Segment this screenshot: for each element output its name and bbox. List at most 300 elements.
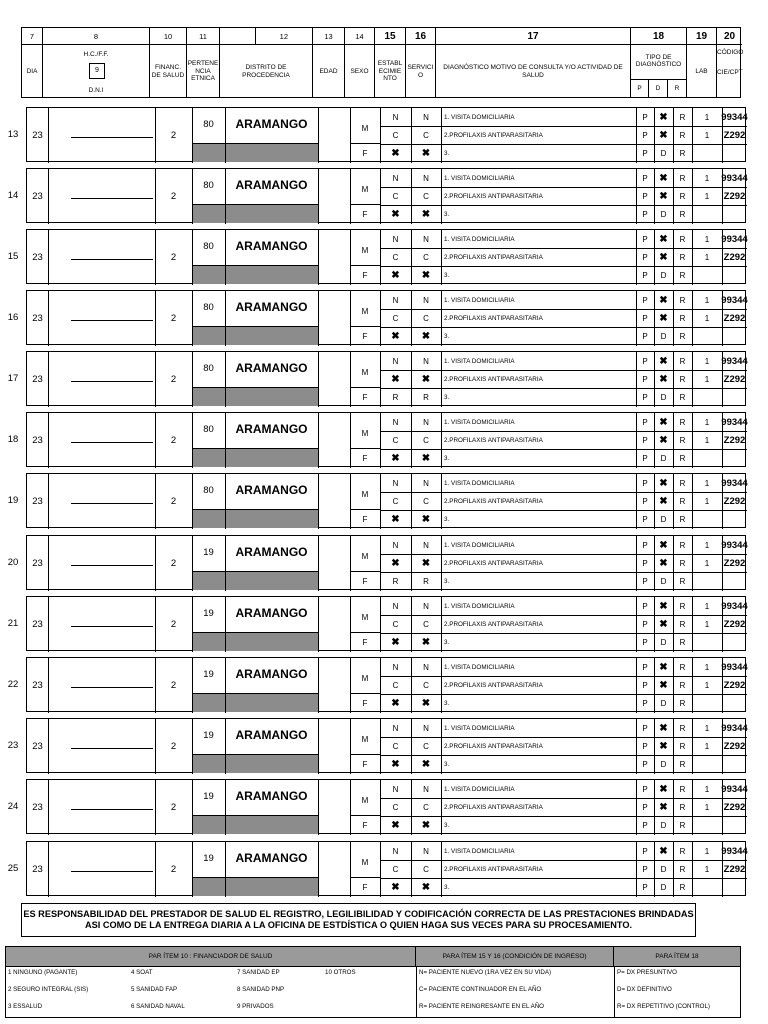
tipo-p-cell: P [642,802,648,812]
record-lab: 1 [704,252,710,262]
checkmark-x-icon: ✖ [391,208,400,220]
tipo-diag-label: TIPO DE DIAGNÓSTICO [635,54,682,69]
record-financiador: 2 [170,802,177,813]
tipo-r-cell: R [679,478,686,488]
record-code: 99344 [721,783,748,795]
record-number: 25 [7,863,19,874]
record-code: Z292 [723,434,746,446]
col-num-18: 18 [631,28,687,45]
record-etnia: 80 [203,240,214,252]
record-diagnostico: 1. VISITA DOMICILIARIA [444,479,515,487]
record-code: 99344 [721,661,748,673]
record-servicio: C [423,619,429,629]
checkmark-x-icon: ✖ [659,434,668,446]
record-code: 99344 [721,722,748,734]
checkmark-x-icon: ✖ [421,636,431,648]
sex-m: M [361,123,369,133]
tipo-p-cell: P [642,514,648,524]
record-diagnostico: 3. [444,577,450,585]
record-dia: 23 [32,496,43,507]
record-row [26,718,746,773]
record-row [26,351,746,406]
sex-m: M [361,489,369,499]
col-num-20: 20 [717,28,742,45]
record-diagnostico: 3. [444,332,450,340]
checkmark-x-icon: ✖ [659,539,668,551]
checkmark-x-icon: ✖ [659,495,668,507]
sex-m: M [361,673,369,683]
sex-m: M [361,734,369,744]
checkmark-x-icon: ✖ [421,208,431,220]
sex-m: M [361,428,369,438]
tipo-p-cell: P [642,356,648,366]
record-distrito: ARAMANGO [235,789,308,803]
record-code: Z292 [723,129,746,141]
note-line-1: ES RESPONSABILIDAD DEL PRESTADOR DE SALUD EL REGISTRO, LEGILIBILIDAD Y CODIFICACIÓN CORRECTA DE LAS PRESTACIONES BRINDADAS [23,908,694,919]
tipo-p-cell: P [642,759,648,769]
record-lab: 1 [704,478,710,488]
record-establecimiento: N [392,478,399,488]
record-financiador: 2 [170,191,177,202]
record-row [26,229,746,284]
checkmark-x-icon: ✖ [659,355,668,367]
tipo-p-cell: P [642,637,648,647]
record-code: 99344 [721,233,748,245]
record-block [5,473,748,528]
tipo-r-cell: R [679,313,686,323]
record-diagnostico: 1. VISITA DOMICILIARIA [444,357,515,365]
legend-fin-3: 3 ESSALUD [8,1003,43,1010]
tipo-r-cell: R [679,698,686,708]
record-establecimiento: N [392,784,399,794]
record-servicio: N [423,295,429,305]
record-establecimiento: N [392,723,399,733]
col-num-14: 14 [345,28,375,45]
record-code: Z292 [723,557,746,569]
record-dia: 23 [32,558,43,569]
sex-m: M [361,551,369,561]
record-servicio: C [423,435,429,445]
col-num-13: 13 [313,28,345,45]
record-diagnostico: 3. [444,515,450,523]
tipo-d-cell: D [660,270,667,280]
tipo-r-cell: R [679,331,686,341]
record-distrito: ARAMANGO [235,300,308,314]
record-number: 18 [7,434,19,445]
record-distrito: ARAMANGO [235,422,308,436]
record-code: Z292 [723,251,746,263]
record-establecimiento: C [392,191,399,201]
record-financiador: 2 [170,558,177,569]
record-number: 17 [7,373,19,384]
checkmark-x-icon: ✖ [659,190,668,202]
tipo-r-cell: R [679,435,686,445]
col-distrito: DISTRITO DE PROCEDENCIA [220,45,313,98]
record-etnia: 19 [203,607,214,619]
record-diagnostico: 1. VISITA DOMICILIARIA [444,785,515,793]
legend-cond-r: R= PACIENTE REINGRESANTE EN EL AÑO [419,1003,544,1010]
record-lab: 1 [704,864,710,874]
legend-fin-6: 6 SANIDAD NAVAL [131,1003,185,1010]
record-diagnostico: 3. [444,760,450,768]
record-financiador: 2 [170,864,177,875]
record-establecimiento: N [392,540,399,550]
record-etnia: 80 [203,423,214,435]
record-etnia: 19 [203,668,214,680]
hc-box: 9 [89,63,105,79]
record-establecimiento: N [392,234,399,244]
sex-m: M [361,367,369,377]
record-code: Z292 [723,312,746,324]
tipo-r-cell: R [679,882,686,892]
record-servicio: C [423,802,429,812]
record-establecimiento: R [392,392,399,402]
tipo-p-cell: P [642,540,648,550]
checkmark-x-icon: ✖ [659,679,668,691]
tipo-r-cell: R [679,356,686,366]
checkmark-x-icon: ✖ [659,129,668,141]
record-lab: 1 [704,435,710,445]
record-financiador: 2 [170,313,177,324]
col-num-19: 19 [687,28,717,45]
legend-fin-10: 10 OTROS [325,969,356,976]
checkmark-x-icon: ✖ [659,477,668,489]
tipo-p-cell: P [642,191,648,201]
record-dia: 23 [32,435,43,446]
tipo-d-cell: D [660,209,667,219]
legend-fin-4: 4 SOAT [131,969,153,976]
cie-label: CIE/CPT [717,69,743,76]
record-etnia: 19 [203,546,214,558]
sex-f: F [362,392,368,402]
record-lab: 1 [704,723,710,733]
record-lab: 1 [704,784,710,794]
legend-fin-2: 2 SEGURO INTEGRAL (SIS) [8,986,89,993]
tipo-r-cell: R [679,759,686,769]
record-number: 13 [7,129,19,140]
record-financiador: 2 [170,374,177,385]
sex-f: F [362,331,368,341]
record-diagnostico: 2.PROFILAXIS ANTIPARASITARIA [444,497,543,505]
tipo-r-cell: R [679,601,686,611]
record-lab: 1 [704,846,710,856]
record-servicio: C [423,252,429,262]
record-etnia: 80 [203,179,214,191]
tipo-p-cell: P [642,295,648,305]
tipo-r-cell: R [679,514,686,524]
record-lab: 1 [704,662,710,672]
record-diagnostico: 3. [444,393,450,401]
record-dia: 23 [32,252,43,263]
tipo-p-cell: P [642,148,648,158]
sex-f: F [362,270,368,280]
record-block [5,535,748,590]
tipo-p-cell: P [642,558,648,568]
sex-m: M [361,245,369,255]
tipo-r-cell: R [679,374,686,384]
record-distrito: ARAMANGO [235,361,308,375]
tipo-r-cell: R [679,784,686,794]
tipo-r-cell: R [679,295,686,305]
checkmark-x-icon: ✖ [659,233,668,245]
record-lab: 1 [704,417,710,427]
record-code: Z292 [723,863,746,875]
tipo-r-cell: R [679,112,686,122]
checkmark-x-icon: ✖ [391,513,400,525]
record-establecimiento: R [392,576,399,586]
col-num-15: 15 [375,28,406,45]
hc-label: H.C./F.F. [83,51,109,58]
tipo-r-cell: R [679,619,686,629]
tipo-r-cell: R [679,496,686,506]
record-number: 22 [7,679,19,690]
tipo-r-cell: R [679,741,686,751]
record-row [26,473,746,528]
record-diagnostico: 3. [444,454,450,462]
tipo-r-cell: R [679,576,686,586]
record-diagnostico: 1. VISITA DOMICILIARIA [444,296,515,304]
tipo-r-cell: R [679,864,686,874]
record-distrito: ARAMANGO [235,606,308,620]
record-diagnostico: 2.PROFILAXIS ANTIPARASITARIA [444,192,543,200]
record-row [26,596,746,651]
record-row [26,535,746,590]
record-etnia: 19 [203,790,214,802]
record-establecimiento: C [392,496,399,506]
record-servicio: N [423,540,429,550]
tipo-p-cell: P [642,680,648,690]
tipo-p-cell: P [642,784,648,794]
col-pertenencia: PERTENE NCIA ETNICA [187,45,220,98]
tipo-r-cell: R [679,417,686,427]
checkmark-x-icon: ✖ [391,881,400,893]
record-diagnostico: 1. VISITA DOMICILIARIA [444,847,515,855]
record-diagnostico: 2.PROFILAXIS ANTIPARASITARIA [444,559,543,567]
col-establecimiento: ESTABL ECIMIE NTO [375,45,406,98]
col-num-11: 11 [187,28,220,45]
tipo-p-cell: P [642,331,648,341]
record-distrito: ARAMANGO [235,545,308,559]
record-establecimiento: N [392,601,399,611]
record-servicio: C [423,496,429,506]
tipo-d-cell: D [660,392,667,402]
record-block [5,657,748,712]
record-lab: 1 [704,173,710,183]
record-lab: 1 [704,496,710,506]
record-lab: 1 [704,295,710,305]
record-lab: 1 [704,802,710,812]
record-diagnostico: 1. VISITA DOMICILIARIA [444,724,515,732]
checkmark-x-icon: ✖ [659,845,668,857]
record-number: 14 [7,190,19,201]
record-establecimiento: N [392,356,399,366]
checkmark-x-icon: ✖ [421,147,431,159]
record-code: Z292 [723,801,746,813]
record-establecimiento: C [392,741,399,751]
record-establecimiento: C [392,252,399,262]
record-dia: 23 [32,864,43,875]
record-row [26,107,746,162]
tipo-r-cell: R [679,540,686,550]
col-num-8: 8 [43,28,150,45]
legend-cond-n: N= PACIENTE NUEVO (1RA VEZ EN SU VIDA) [419,969,552,976]
checkmark-x-icon: ✖ [659,661,668,673]
record-etnia: 80 [203,484,214,496]
tipo-d-cell: D [660,820,667,830]
checkmark-x-icon: ✖ [391,373,400,385]
record-diagnostico: 1. VISITA DOMICILIARIA [444,174,515,182]
tipo-p-cell: P [642,252,648,262]
tipo-r-cell: R [679,662,686,672]
tipo-r-cell: R [679,637,686,647]
record-servicio: C [423,130,429,140]
record-dia: 23 [32,741,43,752]
record-code: 99344 [721,111,748,123]
record-servicio: N [423,723,429,733]
checkmark-x-icon: ✖ [659,416,668,428]
record-servicio: R [423,576,429,586]
tipo-d-cell: D [660,453,667,463]
tipo-d-cell: D [660,148,667,158]
col-num-16: 16 [406,28,436,45]
col-num-17: 17 [436,28,631,45]
record-diagnostico: 1. VISITA DOMICILIARIA [444,418,515,426]
tipo-r-cell: R [679,820,686,830]
record-row [26,168,746,223]
record-row [26,841,746,896]
tipo-p-cell: P [642,698,648,708]
record-code: Z292 [723,495,746,507]
record-servicio: N [423,234,429,244]
checkmark-x-icon: ✖ [421,881,431,893]
record-code: Z292 [723,373,746,385]
legend-header-financiador: PAR ÍTEM 10 : FINANCIADOR DE SALUD [6,947,416,966]
tipo-p-cell: P [642,723,648,733]
legend-table [5,946,741,1018]
record-block [5,351,748,406]
record-number: 20 [7,557,19,568]
record-lab: 1 [704,112,710,122]
tipo-p-cell: P [642,576,648,586]
record-distrito: ARAMANGO [235,239,308,253]
record-number: 23 [7,740,19,751]
sex-f: F [362,148,368,158]
record-code: 99344 [721,172,748,184]
sex-f: F [362,698,368,708]
tipo-p: P [631,80,649,98]
record-diagnostico: 3. [444,638,450,646]
dni-label: D.N.I [88,87,104,94]
tipo-p-cell: P [642,130,648,140]
record-distrito: ARAMANGO [235,851,308,865]
record-lab: 1 [704,540,710,550]
tipo-d-cell: D [660,864,667,874]
tipo-r: R [674,85,680,93]
record-code: Z292 [723,190,746,202]
tipo-r-cell: R [679,270,686,280]
legend-fin-7: 7 SANIDAD EP [237,969,280,976]
tipo-r-cell: R [679,252,686,262]
record-establecimiento: C [392,130,399,140]
record-financiador: 2 [170,619,177,630]
checkmark-x-icon: ✖ [659,783,668,795]
record-establecimiento: C [392,864,399,874]
sex-f: F [362,759,368,769]
tipo-d-cell: D [660,331,667,341]
record-lab: 1 [704,191,710,201]
record-distrito: ARAMANGO [235,178,308,192]
tipo-p-cell: P [642,601,648,611]
tipo-p-cell: P [642,496,648,506]
tipo-p-cell: P [642,478,648,488]
tipo-d-cell: D [660,637,667,647]
checkmark-x-icon: ✖ [659,373,668,385]
record-etnia: 19 [203,852,214,864]
checkmark-x-icon: ✖ [659,801,668,813]
record-diagnostico: 3. [444,210,450,218]
record-establecimiento: N [392,295,399,305]
tipo-p-cell: P [642,209,648,219]
tipo-r-cell: R [679,234,686,244]
record-distrito: ARAMANGO [235,117,308,131]
sex-m: M [361,795,369,805]
checkmark-x-icon: ✖ [391,557,400,569]
col-codigo [717,45,742,98]
record-etnia: 80 [203,362,214,374]
tipo-r-cell: R [679,453,686,463]
checkmark-x-icon: ✖ [659,722,668,734]
record-number: 16 [7,312,19,323]
record-dia: 23 [32,680,43,691]
codigo-label: CÓDIGO [717,49,744,56]
sex-f: F [362,637,368,647]
tipo-d-cell: D [660,882,667,892]
checkmark-x-icon: ✖ [421,557,431,569]
sex-f: F [362,209,368,219]
legend-fin-5: 5 SANIDAD FAP [131,986,178,993]
tipo-p-cell: P [642,374,648,384]
col-financ: FINANC. DE SALUD [150,45,187,98]
record-servicio: N [423,478,429,488]
sex-f: F [362,820,368,830]
record-servicio: C [423,741,429,751]
tipo-d: D [649,80,668,98]
record-financiador: 2 [170,435,177,446]
col-lab: LAB [687,45,717,98]
record-establecimiento: C [392,619,399,629]
tipo-p-cell: P [642,882,648,892]
legend-fin-1: 1 NINGUNO (PAGANTE) [8,969,78,976]
record-establecimiento: N [392,846,399,856]
record-diagnostico: 3. [444,883,450,891]
checkmark-x-icon: ✖ [659,618,668,630]
record-diagnostico: 2.PROFILAXIS ANTIPARASITARIA [444,375,543,383]
record-code: 99344 [721,539,748,551]
record-servicio: N [423,662,429,672]
record-establecimiento: C [392,313,399,323]
col-num-12: 12 [220,28,313,45]
record-diagnostico: 1. VISITA DOMICILIARIA [444,235,515,243]
tipo-r-cell: R [679,209,686,219]
record-block [5,168,748,223]
col-servicio: SERVICI O [406,45,436,98]
record-number: 21 [7,618,19,629]
record-row [26,657,746,712]
col-12-divider [255,28,256,45]
record-distrito: ARAMANGO [235,728,308,742]
checkmark-x-icon: ✖ [659,172,668,184]
record-diagnostico: 2.PROFILAXIS ANTIPARASITARIA [444,681,543,689]
